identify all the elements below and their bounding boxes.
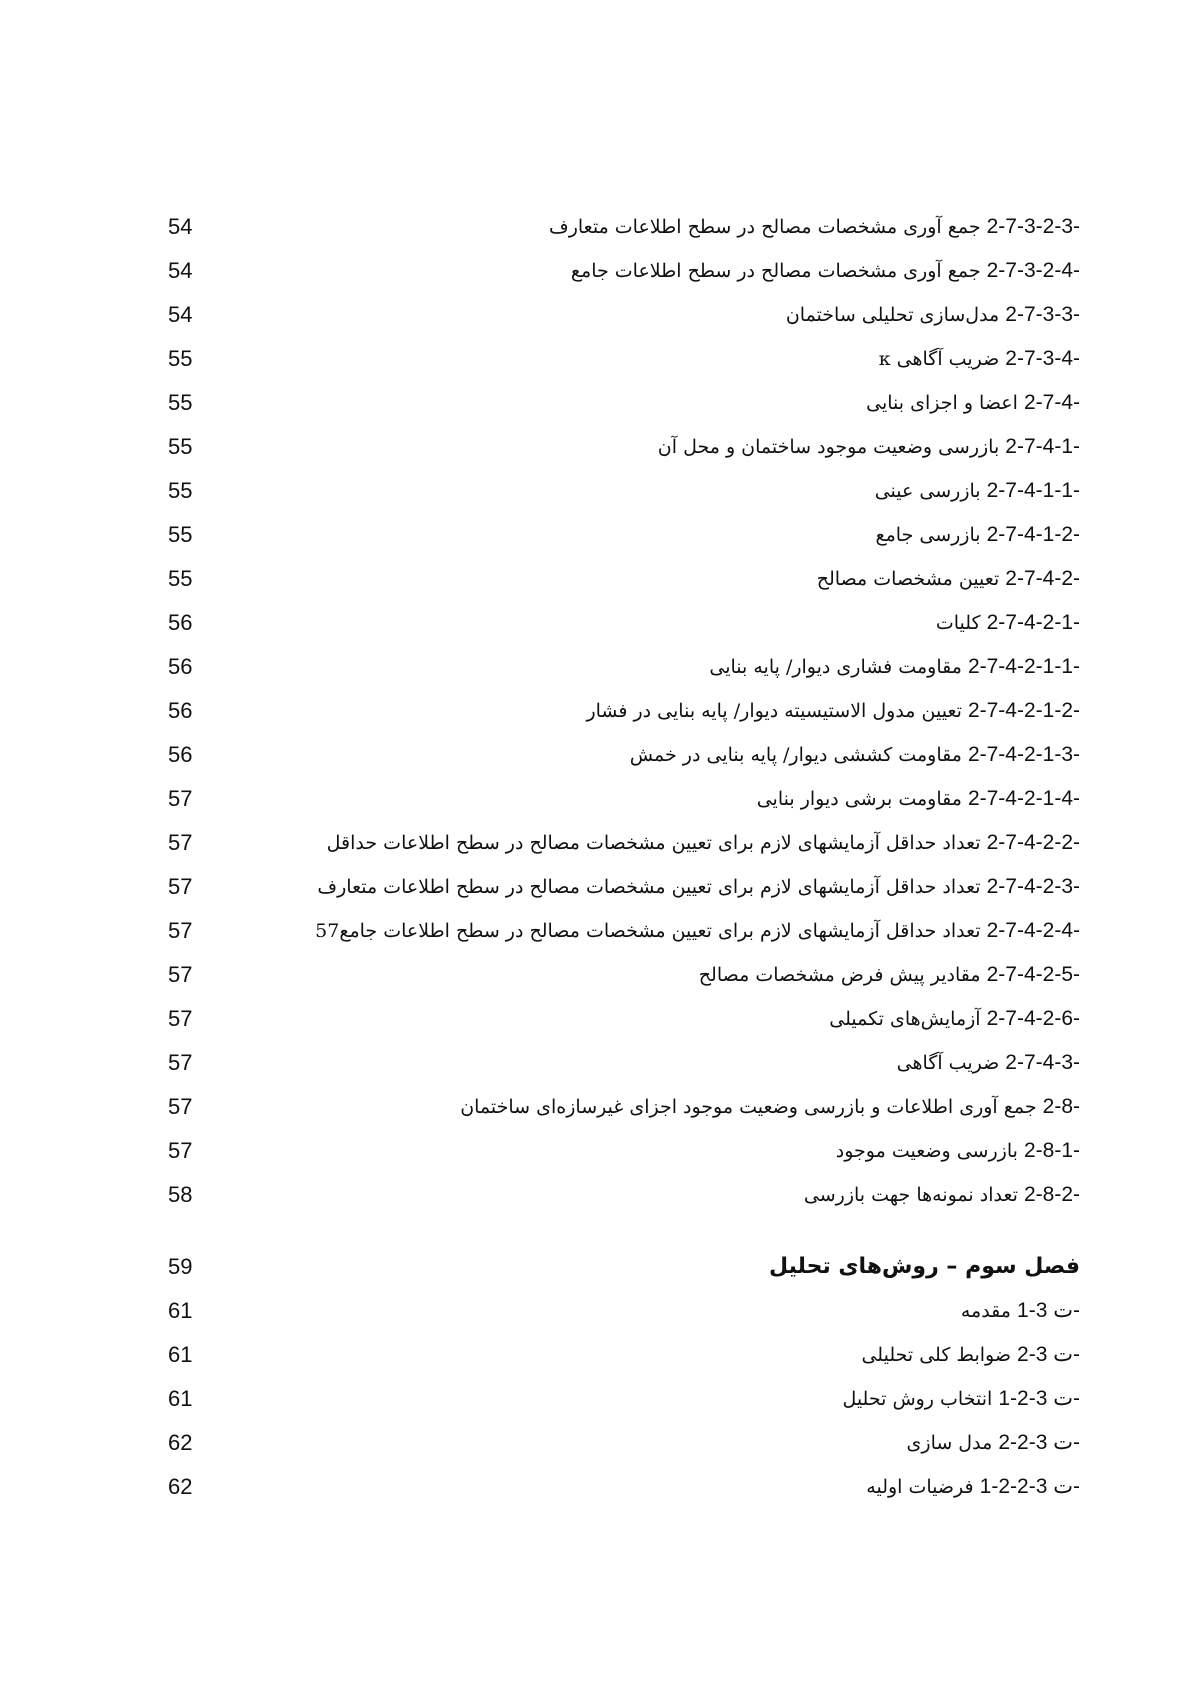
toc-entry-number: 2-7-4-2-1-3- <box>967 743 1080 766</box>
toc-entry-title <box>836 1136 1080 1166</box>
toc-entry-text: تعیین مدول الاستیسیته دیوار/ پایه بنایی در فشار <box>586 700 962 722</box>
toc-entry[interactable] <box>160 608 1080 652</box>
toc-entry-text: جمع آوری مشخصات مصالح در سطح اطلاعات متعارف <box>549 216 981 238</box>
toc-entry-title <box>879 344 1080 374</box>
toc-entry-text: جمع آوری مشخصات مصالح در سطح اطلاعات جامع <box>570 260 981 282</box>
toc-page-number: 54 <box>168 302 193 327</box>
toc-entry-title <box>866 388 1080 418</box>
toc-page-number: 57 <box>168 1050 193 1075</box>
toc-entry-title <box>897 1048 1080 1078</box>
toc-page-number: 57 <box>168 830 193 855</box>
toc-entry-title <box>549 212 1080 242</box>
toc-entry-number: 2-8- <box>1042 1095 1080 1118</box>
toc-entry-number: 2-7-3-2-3- <box>986 215 1080 238</box>
toc-entry-text: ضریب آگاهی κ <box>878 348 1000 370</box>
toc-entry-text: انتخاب روش تحلیل <box>842 1388 993 1410</box>
toc-entry-title <box>586 696 1080 726</box>
toc-entry-title <box>757 784 1080 814</box>
toc-entry-text: تعیین مشخصات مصالح <box>816 568 1000 590</box>
toc-page-number: 54 <box>168 258 193 283</box>
toc-page-number: 61 <box>168 1298 193 1323</box>
toc-page-number: 62 <box>168 1474 193 1499</box>
toc-entry[interactable] <box>160 1428 1080 1472</box>
toc-entry[interactable] <box>160 740 1080 784</box>
toc-entry[interactable] <box>160 564 1080 608</box>
toc-entry-number: 2-7-4-1- <box>1005 435 1080 458</box>
toc-entry[interactable] <box>160 344 1080 388</box>
toc-entry-title <box>571 256 1080 286</box>
toc-entry-title <box>936 608 1080 638</box>
chapter-title: فصل سوم – روش‌های تحلیل <box>769 1254 1080 1279</box>
toc-entry-title <box>769 1252 1080 1282</box>
toc-entry-number: 2-7-4-2-1-2- <box>967 699 1080 722</box>
toc-page-number: 58 <box>168 1182 193 1207</box>
toc-chapter-heading[interactable] <box>160 1252 1080 1296</box>
toc-page-number: 57 <box>168 874 193 899</box>
toc-entry[interactable] <box>160 432 1080 476</box>
toc-page-number: 55 <box>168 478 193 503</box>
toc-entry-title <box>861 1340 1080 1370</box>
toc-entry[interactable] <box>160 784 1080 828</box>
toc-entry[interactable] <box>160 256 1080 300</box>
toc-page-number: 55 <box>168 522 193 547</box>
toc-page-number: 61 <box>168 1386 193 1411</box>
toc-entry[interactable] <box>160 1136 1080 1180</box>
toc-entry-text: تعداد حداقل آزمایشهای لازم برای تعیین مشخصات مصالح در سطح اطلاعات متعارف <box>317 876 981 898</box>
toc-entry-title <box>876 520 1080 550</box>
toc-page-number: 54 <box>168 214 193 239</box>
toc-entry-text: بازرسی جامع <box>875 524 981 546</box>
toc-entry-text: کلیات <box>935 612 981 634</box>
toc-entry-title <box>866 1472 1080 1502</box>
toc-entry-number: 2-7-4-1-1- <box>986 479 1080 502</box>
toc-entry-text: مقادیر پیش فرض مشخصات مصالح <box>698 964 981 986</box>
toc-entry[interactable] <box>160 300 1080 344</box>
toc-entry-number: 2-7-4-2-2- <box>986 831 1080 854</box>
toc-entry-number: 2-8-2- <box>1023 1183 1080 1206</box>
toc-entry[interactable] <box>160 388 1080 432</box>
toc-entry[interactable] <box>160 1340 1080 1384</box>
toc-page-number: 55 <box>168 566 193 591</box>
toc-entry-title <box>630 740 1080 770</box>
toc-page-number: 62 <box>168 1430 193 1455</box>
toc-entry-title <box>317 872 1080 902</box>
toc-page-number: 57 <box>168 1094 193 1119</box>
toc-entry-title <box>699 960 1080 990</box>
toc-entry-number: ت 3-2- <box>1017 1343 1080 1366</box>
toc-entry-text: تعداد حداقل آزمایشهای لازم برای تعیین مشخصات مصالح در سطح اطلاعات جامع57 <box>315 920 981 942</box>
toc-page-number: 56 <box>168 698 193 723</box>
toc-entry-title <box>709 652 1080 682</box>
toc-entry-text: بازرسی وضعیت موجود ساختمان و محل آن <box>657 436 1000 458</box>
toc-entry-number: 2-7-4-2- <box>1005 567 1080 590</box>
toc-entry-text: مقاومت فشاری دیوار/ پایه بنایی <box>709 656 962 678</box>
toc-entry-title <box>315 916 1080 946</box>
toc-page-number: 57 <box>168 1138 193 1163</box>
toc-entry-number: 2-7-3-4- <box>1005 347 1080 370</box>
toc-entry-title <box>327 828 1080 858</box>
toc-page-number: 55 <box>168 390 193 415</box>
toc-entry-text: بازرسی وضعیت موجود <box>835 1140 1018 1162</box>
toc-entry[interactable] <box>160 696 1080 740</box>
toc-entry-text: جمع آوری اطلاعات و بازرسی وضعیت موجود اجزای غیرسازه‌ای ساختمان <box>460 1096 1037 1118</box>
toc-entry-text: ضریب آگاهی <box>896 1052 1000 1074</box>
toc-entry-text: فرضیات اولیه <box>866 1476 974 1498</box>
toc-entry[interactable] <box>160 1004 1080 1048</box>
toc-page-number: 57 <box>168 918 193 943</box>
toc-entry-text: ضوابط کلی تحلیلی <box>861 1344 1011 1366</box>
toc-page-number: 59 <box>168 1254 193 1279</box>
toc-entry[interactable] <box>160 1472 1080 1516</box>
toc-entry-number: 2-7-3-2-4- <box>986 259 1080 282</box>
toc-entry-number: ت 3-1- <box>1017 1299 1080 1322</box>
toc-page-number: 55 <box>168 346 193 371</box>
toc-entry-text: تعداد نمونه‌ها جهت بازرسی <box>803 1184 1018 1206</box>
toc-page-number: 61 <box>168 1342 193 1367</box>
toc-page-number: 55 <box>168 434 193 459</box>
toc-entry[interactable] <box>160 1384 1080 1428</box>
toc-entry[interactable] <box>160 916 1080 960</box>
toc-entry[interactable] <box>160 652 1080 696</box>
toc-entry-text: آزمایش‌های تکمیلی <box>829 1008 981 1030</box>
toc-entry-text: مقاومت کششی دیوار/ پایه بنایی در خمش <box>629 744 962 766</box>
toc-entry[interactable] <box>160 828 1080 872</box>
toc-entry[interactable] <box>160 476 1080 520</box>
table-of-contents <box>160 212 1080 1516</box>
toc-page-number: 57 <box>168 1006 193 1031</box>
toc-entry-number: ت 3-2-2- <box>998 1431 1080 1454</box>
toc-entry-number: 2-7-4-2-6- <box>986 1007 1080 1030</box>
toc-entry-number: 2-7-3-3- <box>1005 303 1080 326</box>
toc-entry-number: 2-7-4-3- <box>1005 1051 1080 1074</box>
toc-page-number: 56 <box>168 654 193 679</box>
toc-entry-number: 2-7-4-2-1- <box>986 611 1080 634</box>
toc-entry-title <box>829 1004 1080 1034</box>
toc-entry-text: تعداد حداقل آزمایشهای لازم برای تعیین مشخصات مصالح در سطح اطلاعات حداقل <box>326 832 981 854</box>
toc-entry-title <box>658 432 1080 462</box>
toc-entry[interactable] <box>160 1296 1080 1340</box>
toc-entry-text: اعضا و اجزای بنایی <box>866 392 1018 414</box>
toc-entry[interactable] <box>160 960 1080 1004</box>
toc-entry[interactable] <box>160 1180 1080 1224</box>
toc-page-number: 56 <box>168 742 193 767</box>
toc-entry-number: 2-7-4-2-1-1- <box>967 655 1080 678</box>
toc-entry-text: مقاومت برشی دیوار بنایی <box>756 788 962 810</box>
toc-entry-title <box>804 1180 1080 1210</box>
toc-entry-text: مدل‌سازی تحلیلی ساختمان <box>785 304 1000 326</box>
toc-entry-title <box>817 564 1080 594</box>
toc-entry-number: 2-7-4-2-3- <box>986 875 1080 898</box>
toc-entry[interactable] <box>160 872 1080 916</box>
toc-entry-text: مقدمه <box>960 1300 1011 1322</box>
toc-entry-number: ت 3-2-2-1- <box>979 1475 1080 1498</box>
toc-entry[interactable] <box>160 520 1080 564</box>
toc-entry[interactable] <box>160 1092 1080 1136</box>
toc-entry-number: 2-7-4-2-1-4- <box>967 787 1080 810</box>
toc-entry-number: 2-7-4-2-5- <box>986 963 1080 986</box>
toc-page-number: 57 <box>168 962 193 987</box>
toc-entry-number: 2-7-4- <box>1023 391 1080 414</box>
toc-page-number: 57 <box>168 786 193 811</box>
toc-page-number: 56 <box>168 610 193 635</box>
toc-entry-title <box>907 1428 1080 1458</box>
toc-entry[interactable] <box>160 1048 1080 1092</box>
toc-entry-number: 2-8-1- <box>1023 1139 1080 1162</box>
toc-entry-title <box>875 476 1080 506</box>
toc-entry-number: 2-7-4-1-2- <box>986 523 1080 546</box>
toc-entry-number: ت 3-2-1- <box>998 1387 1080 1410</box>
toc-entry-title <box>786 300 1080 330</box>
toc-entry-number: 2-7-4-2-4- <box>986 919 1080 942</box>
toc-entry[interactable] <box>160 212 1080 256</box>
toc-entry-title <box>460 1092 1080 1122</box>
toc-entry-title <box>842 1384 1080 1414</box>
toc-entry-title <box>961 1296 1080 1326</box>
toc-entry-text: بازرسی عینی <box>874 480 981 502</box>
toc-entry-text: مدل سازی <box>906 1432 993 1454</box>
